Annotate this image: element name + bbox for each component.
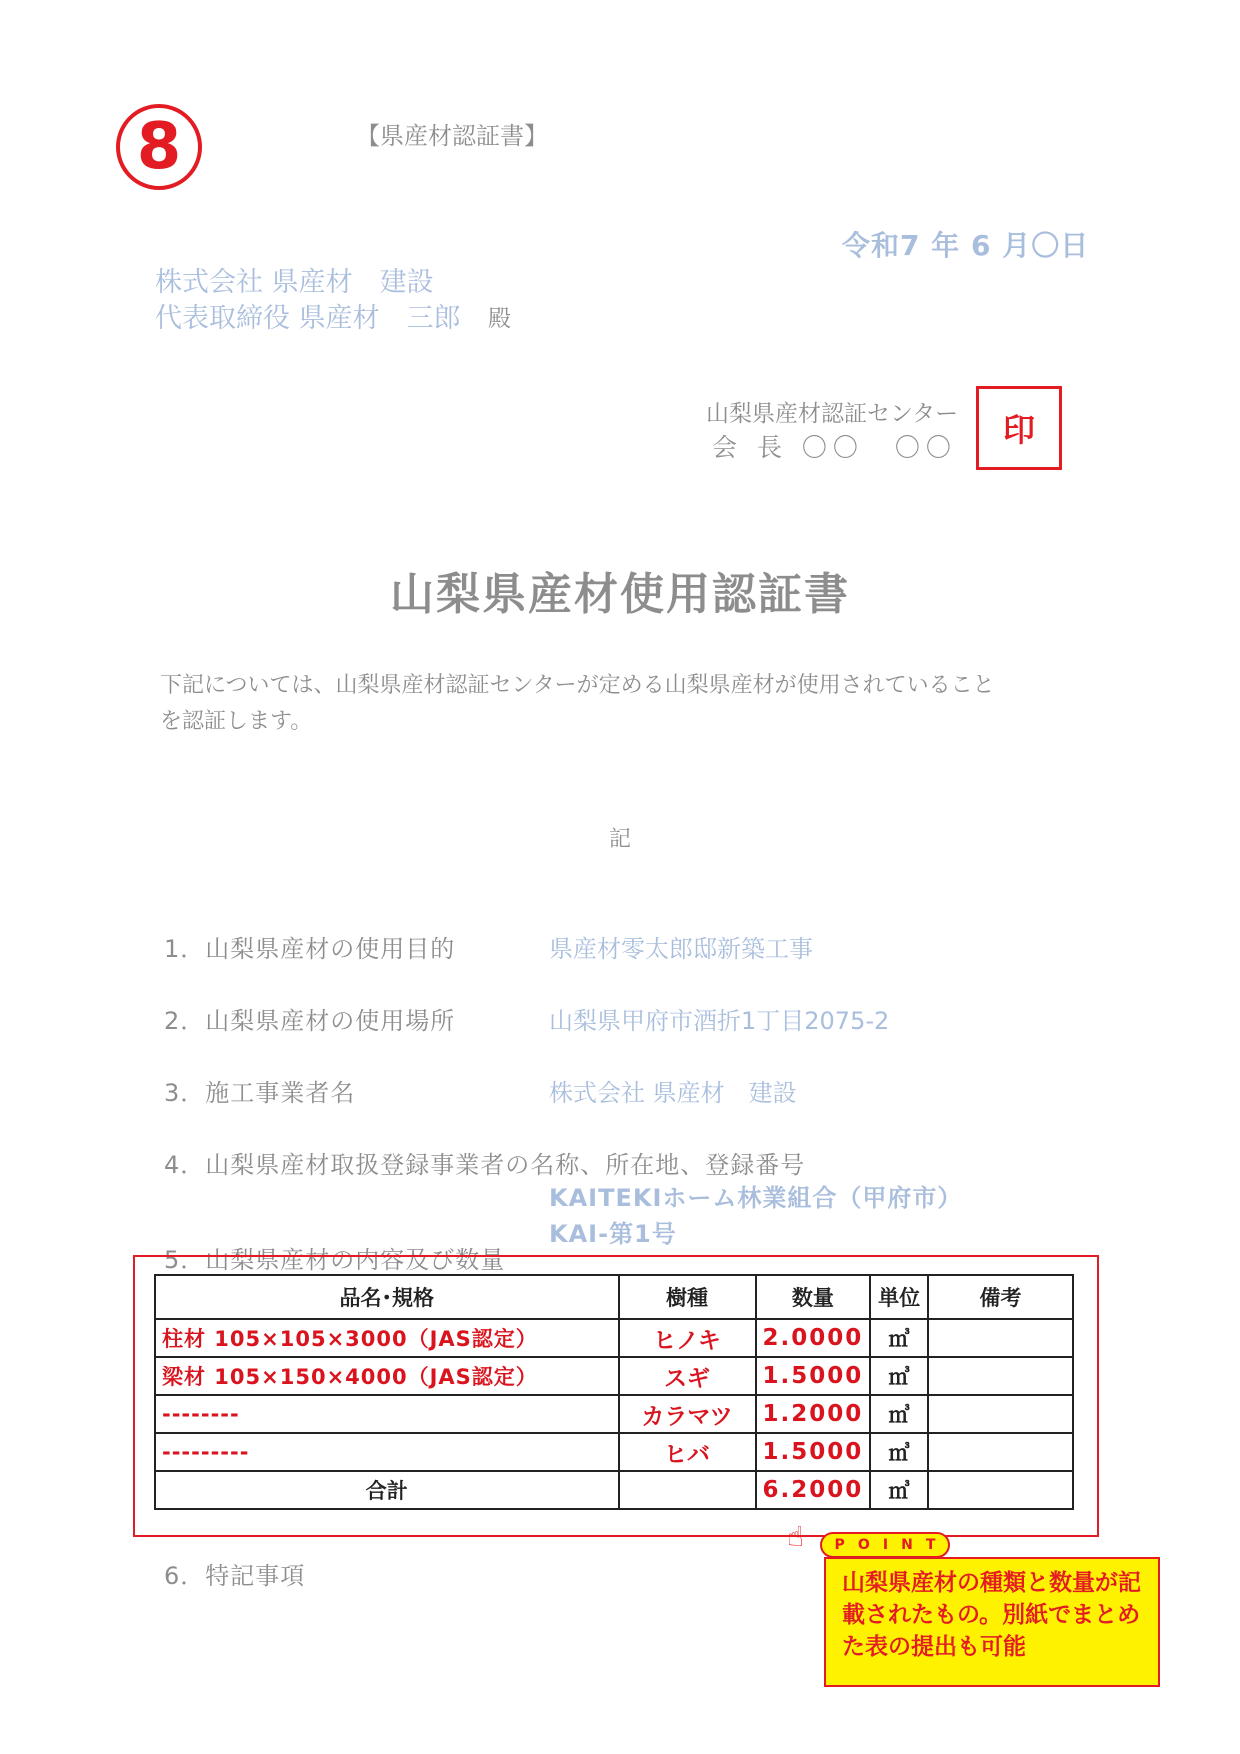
intro-text: 下記については、山梨県産材認証センターが定める山梨県産材が使用されていることを認証します。	[160, 673, 995, 734]
point-badge	[820, 1532, 950, 1558]
total-species-empty	[619, 1471, 756, 1509]
total-quantity: 6.2000	[756, 1471, 871, 1509]
item-5-label: 5．山梨県産材の内容及び数量	[164, 1246, 506, 1274]
pointing-hand-icon: ☝	[787, 1520, 805, 1553]
col-header-unit: 単位	[870, 1275, 928, 1319]
table-row	[155, 1433, 1073, 1471]
cell-name: 梁材 105×150×4000（JAS認定）	[155, 1357, 619, 1395]
ki-heading: 記	[608, 827, 631, 852]
item-6-label: 6．特記事項	[164, 1562, 306, 1590]
cell-note	[928, 1395, 1073, 1433]
item-4-value2: KAI-第1号	[549, 1220, 677, 1248]
point-badge-letter: I	[882, 1537, 889, 1553]
cell-note	[928, 1319, 1073, 1357]
cell-name: 柱材 105×105×3000（JAS認定）	[155, 1319, 619, 1357]
col-header-species: 樹種	[619, 1275, 756, 1319]
cell-name: --------	[155, 1395, 619, 1433]
cell-unit: ㎥	[870, 1433, 928, 1471]
col-header-name: 品名･規格	[155, 1275, 619, 1319]
item-3-value: 株式会社 県産材 建設	[549, 1079, 797, 1107]
total-unit: ㎥	[870, 1471, 928, 1509]
cell-species: カラマツ	[619, 1395, 756, 1433]
addressee-honorific: 殿	[488, 306, 511, 332]
cell-quantity: 1.5000	[756, 1357, 871, 1395]
col-header-quantity: 数量	[756, 1275, 871, 1319]
issuer-title: 会 長 〇〇 〇〇	[712, 433, 957, 462]
total-label: 合計	[155, 1471, 619, 1509]
col-header-note: 備考	[928, 1275, 1073, 1319]
cell-unit: ㎥	[870, 1395, 928, 1433]
cell-note	[928, 1433, 1073, 1471]
item-2-label: 2．山梨県産材の使用場所	[164, 1007, 456, 1035]
item-4-label: 4．山梨県産材取扱登録事業者の名称、所在地、登録番号	[164, 1151, 806, 1179]
materials-table	[154, 1274, 1074, 1510]
item-4-value: KAITEKIホーム林業組合（甲府市）	[549, 1184, 963, 1212]
cell-species: スギ	[619, 1357, 756, 1395]
issuer-organization: 山梨県産材認証センター	[706, 401, 959, 427]
point-badge-letter: P	[834, 1537, 845, 1553]
addressee-representative: 代表取締役 県産材 三郎	[155, 303, 461, 334]
table-row	[155, 1357, 1073, 1395]
point-badge-letter: O	[857, 1537, 870, 1553]
point-callout-text: 山梨県産材の種類と数量が記載されたもの。別紙でまとめた表の提出も可能	[824, 1557, 1160, 1687]
cell-name: ---------	[155, 1433, 619, 1471]
item-2-value: 山梨県甲府市酒折1丁目2075-2	[549, 1007, 890, 1035]
addressee-company: 株式会社 県産材 建設	[155, 267, 434, 298]
total-note-empty	[928, 1471, 1073, 1509]
item-1-label: 1．山梨県産材の使用目的	[164, 935, 456, 963]
table-total-row	[155, 1471, 1073, 1509]
cell-quantity: 1.5000	[756, 1433, 871, 1471]
cell-note	[928, 1357, 1073, 1395]
point-badge-letter: N	[901, 1537, 913, 1553]
cell-unit: ㎥	[870, 1319, 928, 1357]
section-number-badge: 8	[116, 104, 202, 190]
issue-date: 令和7 年 6 月〇日	[842, 229, 1090, 262]
cell-quantity: 1.2000	[756, 1395, 871, 1433]
item-3-label: 3．施工事業者名	[164, 1079, 356, 1107]
cell-species: ヒバ	[619, 1433, 756, 1471]
page-title: 山梨県産材使用認証書	[390, 569, 850, 620]
cell-species: ヒノキ	[619, 1319, 756, 1357]
cell-quantity: 2.0000	[756, 1319, 871, 1357]
document-type-label: 【県産材認証書】	[356, 122, 548, 150]
table-row	[155, 1319, 1073, 1357]
seal-stamp: 印	[976, 386, 1062, 470]
point-badge-letter: T	[925, 1537, 936, 1553]
table-row	[155, 1395, 1073, 1433]
table-header-row	[155, 1275, 1073, 1319]
cell-unit: ㎥	[870, 1357, 928, 1395]
item-1-value: 県産材零太郎邸新築工事	[549, 935, 813, 963]
